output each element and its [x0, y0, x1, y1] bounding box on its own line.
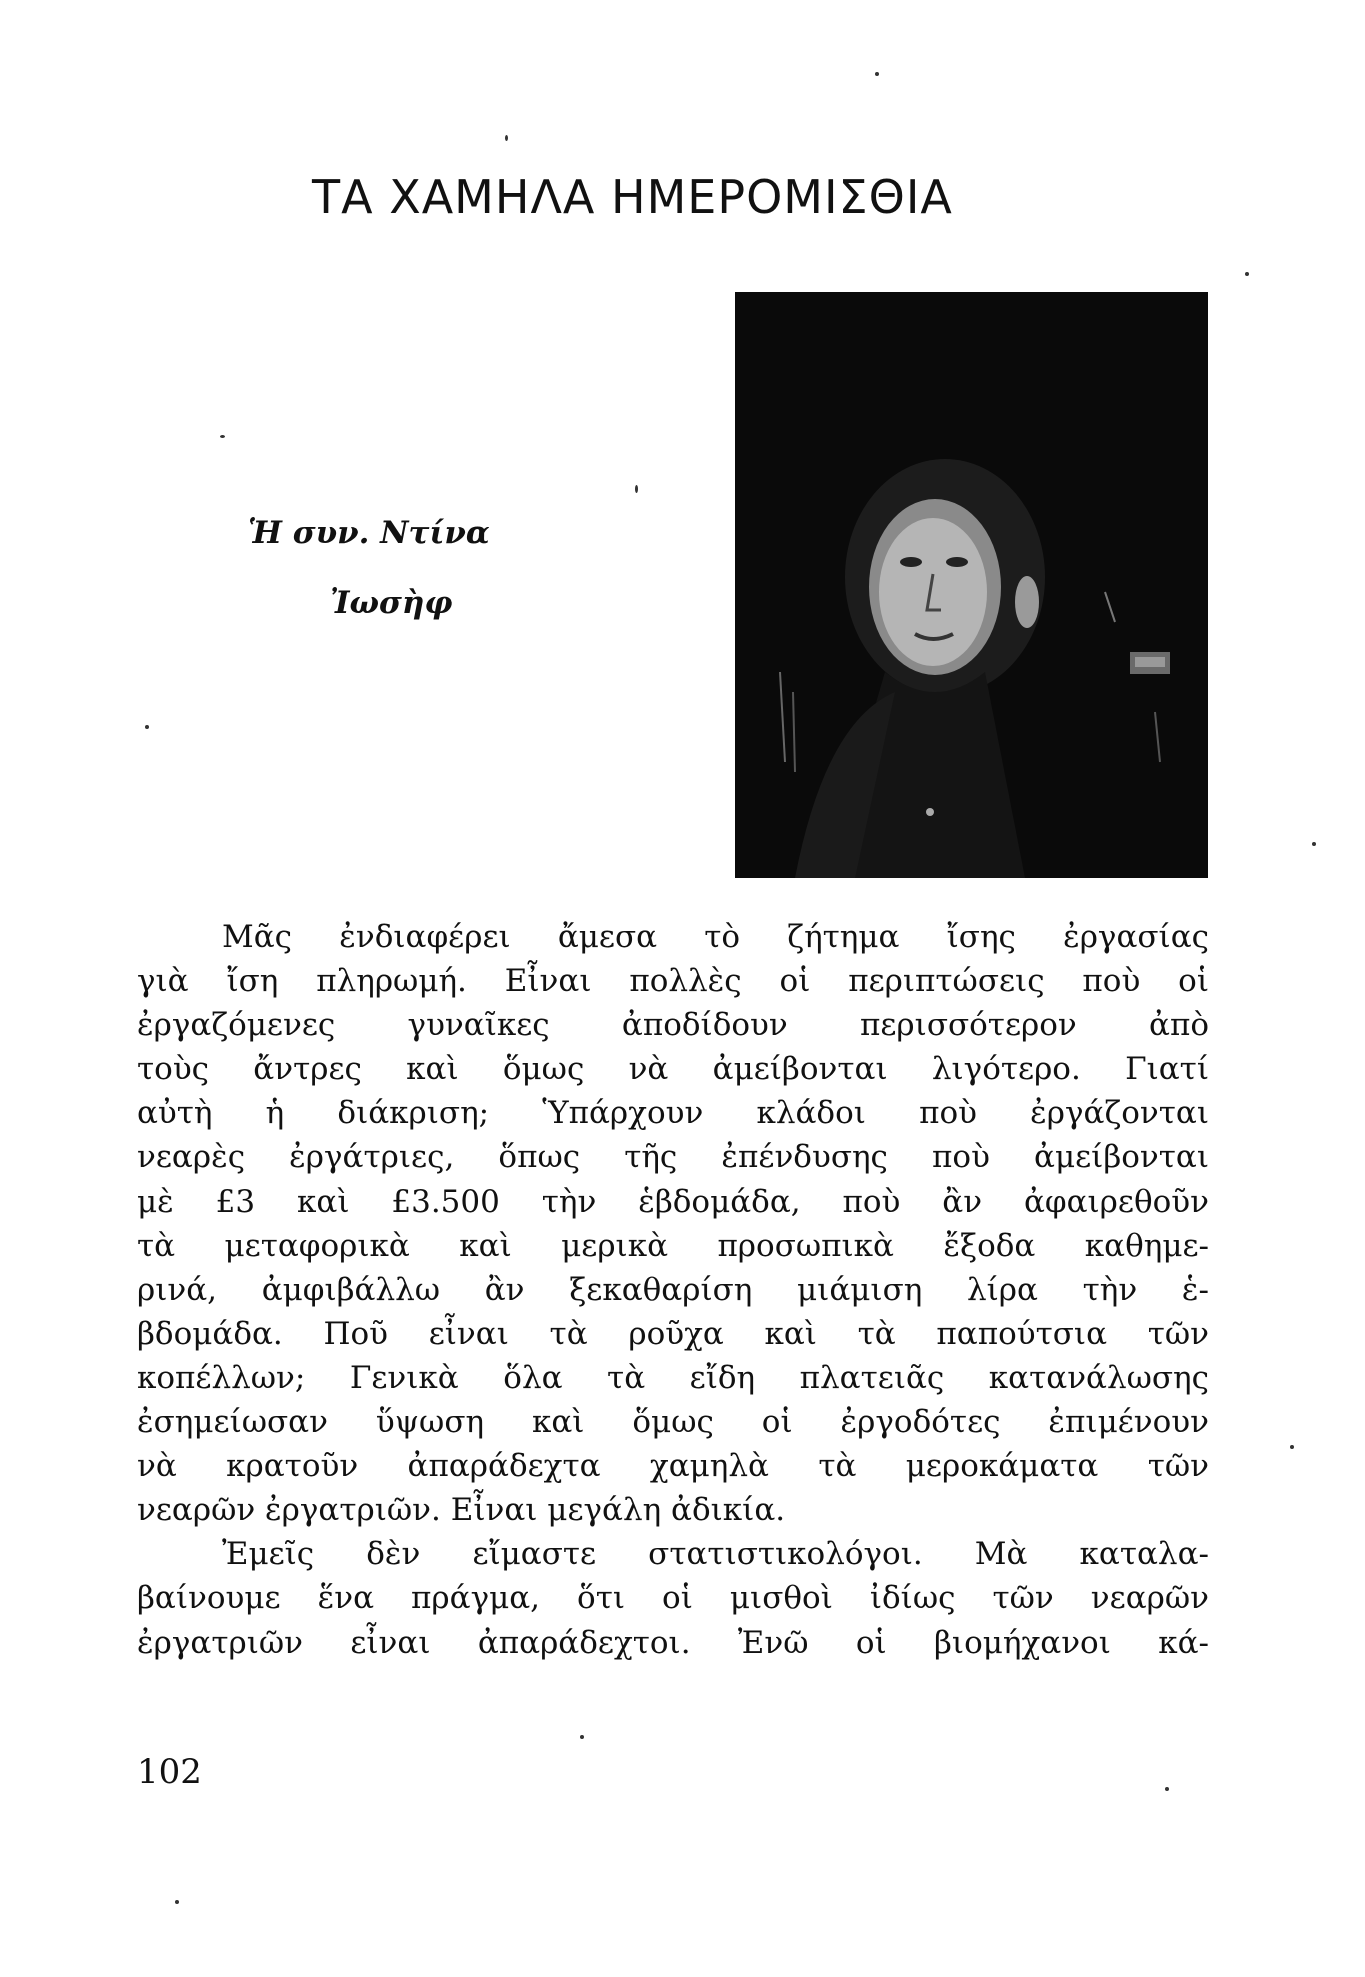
text-line: νεαρὲς ἐργάτριες, ὅπως τῆς ἐπένδυσης ποὺ ἀμείβονται [137, 1139, 1209, 1176]
scan-speck [220, 435, 225, 438]
portrait-photo-image [735, 292, 1208, 878]
scan-speck [145, 725, 149, 729]
text-line: ἐσημείωσαν ὕψωση καὶ ὅμως οἱ ἐργοδότες ἐπιμένουν [137, 1404, 1209, 1441]
scan-speck [1290, 1445, 1294, 1449]
text-line: αὐτὴ ἡ διάκριση; Ὑπάρχουν κλάδοι ποὺ ἐργάζονται [137, 1095, 1209, 1132]
scan-speck [175, 1900, 179, 1904]
article-body [137, 915, 1209, 1665]
photo-caption-line-1: Ἡ συν. Ντίνα [248, 515, 490, 551]
text-line: ἐργατριῶν εἶναι ἀπαράδεχτοι. Ἐνῶ οἱ βιομήχανοι κά- [137, 1624, 1209, 1661]
photo-caption-line-2: Ἰωσὴφ [330, 585, 453, 621]
text-line: βαίνουμε ἕνα πράγμα, ὅτι οἱ μισθοὶ ἰδίως τῶν νεαρῶν [137, 1580, 1209, 1617]
text-line: νὰ κρατοῦν ἀπαράδεχτα χαμηλὰ τὰ μεροκάματα τῶν [137, 1448, 1209, 1485]
scan-speck [635, 485, 638, 493]
text-line: τοὺς ἄντρες καὶ ὅμως νὰ ἀμείβονται λιγότερο. Γιατί [137, 1051, 1209, 1088]
portrait-photo [735, 292, 1208, 878]
text-line: μὲ £3 καὶ £3.500 τὴν ἑβδομάδα, ποὺ ἂν ἀφαιρεθοῦν [137, 1183, 1209, 1220]
text-line: νεαρῶν ἐργατριῶν. Εἶναι μεγάλη ἀδικία. [137, 1492, 786, 1529]
scan-speck [1245, 272, 1249, 276]
scan-speck [505, 135, 508, 141]
text-line: Ἐμεῖς δὲν εἴμαστε στατιστικολόγοι. Μὰ καταλα- [222, 1536, 1209, 1573]
text-line: κοπέλλων; Γενικὰ ὅλα τὰ εἴδη πλατειᾶς κατανάλωσης [137, 1359, 1209, 1396]
text-line: Μᾶς ἐνδιαφέρει ἄμεσα τὸ ζήτημα ἴσης ἐργασίας [222, 919, 1209, 955]
scan-speck [1165, 1787, 1169, 1791]
scan-speck [1312, 842, 1316, 846]
text-line: ἐργαζόμενες γυναῖκες ἀποδίδουν περισσότερον ἀπὸ [137, 1007, 1209, 1044]
text-line: βδομάδα. Ποῦ εἶναι τὰ ροῦχα καὶ τὰ παπούτσια τῶν [137, 1315, 1209, 1352]
scan-speck [580, 1735, 584, 1739]
text-line: τὰ μεταφορικὰ καὶ μερικὰ προσωπικὰ ἔξοδα καθημε- [137, 1227, 1209, 1264]
scan-speck [875, 72, 879, 76]
page-title: ΤΑ ΧΑΜΗΛΑ ΗΜΕΡΟΜΙΣΘΙΑ [312, 170, 953, 224]
text-line: ρινά, ἀμφιβάλλω ἂν ξεκαθαρίση μιάμιση λίρα τὴν ἑ- [137, 1271, 1209, 1308]
page-number: 102 [137, 1752, 202, 1792]
text-line: γιὰ ἴση πληρωμή. Εἶναι πολλὲς οἱ περιπτώσεις ποὺ οἱ [137, 963, 1209, 1000]
